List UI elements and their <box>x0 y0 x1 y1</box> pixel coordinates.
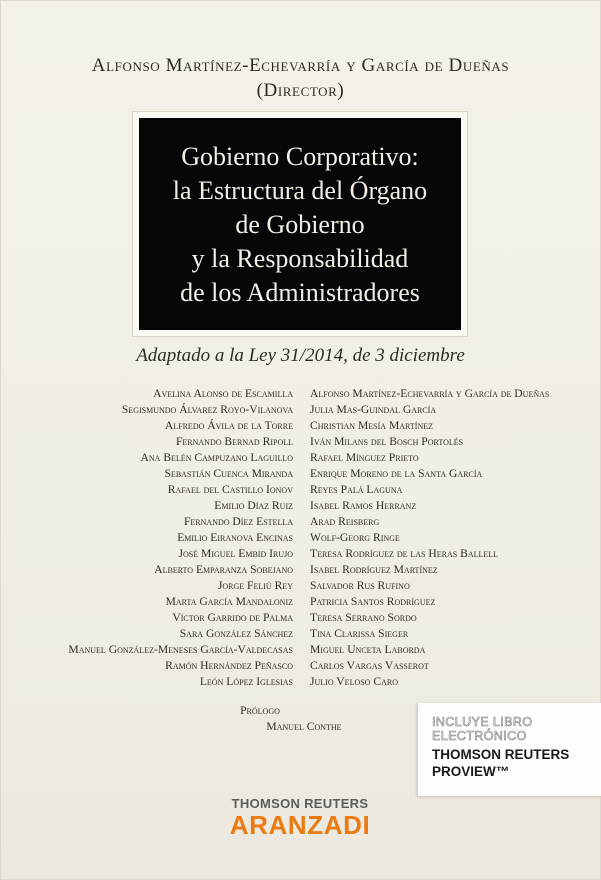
authors-left-column <box>68 386 293 690</box>
author-name: Christian Mesía Martínez <box>310 419 433 432</box>
author-name: Julio Veloso Caro <box>310 675 398 688</box>
sticker-line: INCLUYE LIBRO <box>432 715 533 729</box>
prologue-author: Manuel Conthe <box>266 720 342 733</box>
author-name: Víctor Garrido de Palma <box>172 611 293 624</box>
author-name: Alfredo Ávila de la Torre <box>164 419 293 432</box>
author-name: Enrique Moreno de la Santa García <box>310 467 483 480</box>
author-name: Rafael Mínguez Prieto <box>310 451 419 464</box>
prologue-label: Prólogo <box>240 704 280 717</box>
author-name: Emilio Eiranova Encinas <box>177 531 293 544</box>
author-name: Isabel Ramos Herranz <box>310 499 417 512</box>
ebook-sticker <box>418 703 601 796</box>
author-name: Avelina Alonso de Escamilla <box>153 387 293 400</box>
title-line: la Estructura del Órgano <box>172 175 428 205</box>
sticker-brand: THOMSON REUTERS <box>432 747 570 762</box>
author-name: Sebastián Cuenca Miranda <box>164 467 293 480</box>
author-name: Patricia Santos Rodríguez <box>310 595 436 608</box>
publisher-imprint: ARANZADI <box>229 810 371 840</box>
title-frame <box>133 112 467 336</box>
author-name: Salvador Rus Rufino <box>310 579 410 592</box>
author-name: Wolf-Georg Ringe <box>310 531 400 544</box>
title-line: y la Responsabilidad <box>191 243 409 273</box>
author-name: Jorge Feliú Rey <box>217 579 293 592</box>
author-name: Ramón Hernández Peñasco <box>165 659 293 672</box>
author-name: Isabel Rodríguez Martínez <box>310 563 438 576</box>
author-name: Iván Milans del Bosch Portolés <box>310 435 464 448</box>
author-name: Fernando Díez Estella <box>183 515 293 528</box>
author-name: Carlos Vargas Vasserot <box>310 659 429 672</box>
title-line: de los Administradores <box>180 277 420 307</box>
author-name: Manuel González-Meneses García-Valdecasas <box>68 643 293 656</box>
title-panel <box>139 118 461 330</box>
author-name: Teresa Serrano Sordo <box>310 611 417 624</box>
sticker-line: ELECTRÓNICO <box>432 729 527 743</box>
author-name: José Miguel Embid Irujo <box>178 547 293 560</box>
author-name: León López Iglesias <box>199 675 293 688</box>
subtitle: Adaptado a la Ley 31/2014, de 3 diciembre <box>136 345 465 366</box>
author-name: Fernando Bernad Ripoll <box>175 435 293 448</box>
author-name: Reyes Palá Laguna <box>310 483 403 496</box>
editor-name: Alfonso Martínez-Echevarría y García de Dueñas <box>91 55 510 76</box>
author-name: Alfonso Martínez-Echevarría y García de Dueñas <box>310 387 550 400</box>
sticker-product: PROVIEW™ <box>432 764 510 779</box>
author-name: Emilio Díaz Ruiz <box>214 499 293 512</box>
author-name: Arad Reisberg <box>310 515 380 528</box>
authors-right-column <box>310 386 549 690</box>
title-line: Gobierno Corporativo: <box>181 141 419 171</box>
author-name: Segismundo Álvarez Royo-Vilanova <box>121 403 293 416</box>
author-name: Rafael del Castillo Ionov <box>167 483 293 496</box>
author-name: Ana Belén Campuzano Laguillo <box>140 451 293 464</box>
author-name: Tina Clarissa Sieger <box>310 627 409 640</box>
author-name: Alberto Emparanza Sobejano <box>154 563 293 576</box>
title-line: de Gobierno <box>235 209 365 239</box>
author-name: Julia Mas-Guindal García <box>310 403 437 416</box>
author-name: Teresa Rodríguez de las Heras Ballell <box>310 547 499 560</box>
author-name: Miguel Unceta Laborda <box>310 643 426 656</box>
author-name: Marta García Mandaloniz <box>165 595 293 608</box>
author-name: Sara González Sánchez <box>179 627 293 640</box>
publisher-name: THOMSON REUTERS <box>231 796 369 811</box>
editor-role: (Director) <box>256 80 345 101</box>
